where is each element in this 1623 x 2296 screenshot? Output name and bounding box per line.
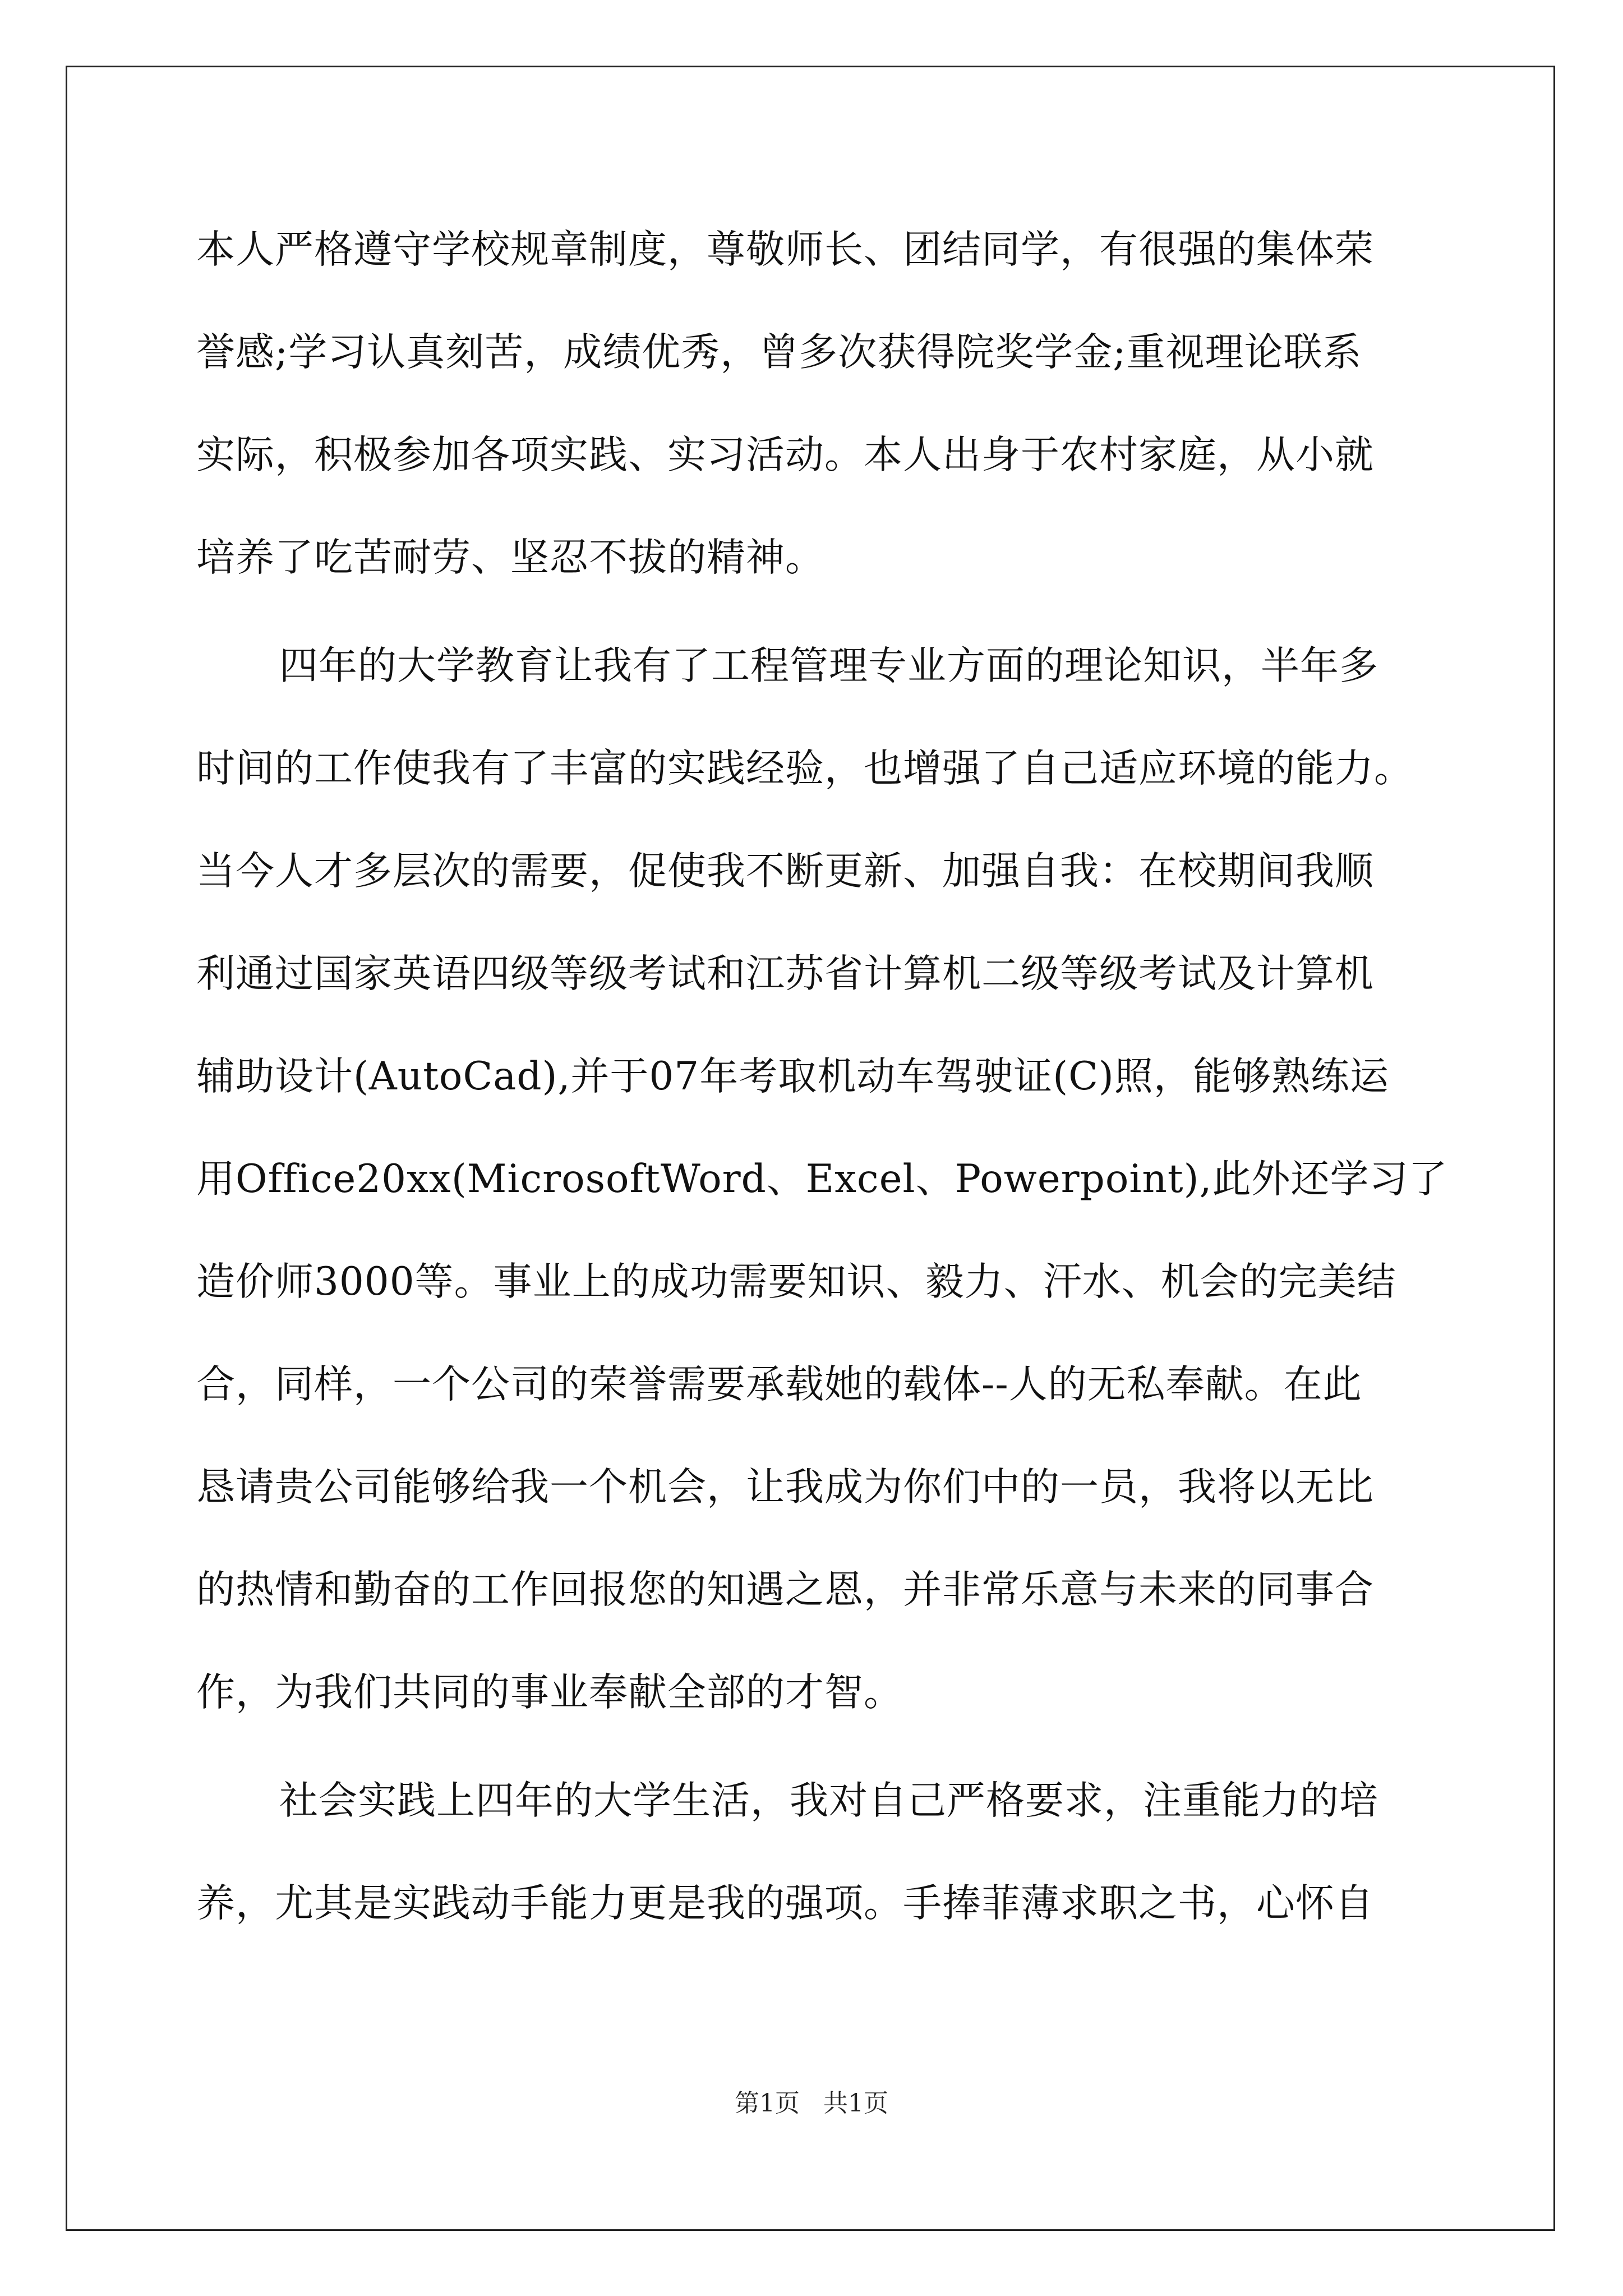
paragraph-start-line: 四年的大学教育让我有了工程管理专业方面的理论知识，半年多 [279, 643, 1378, 688]
paragraph-start-line: 社会实践上四年的大学生活，我对自己严格要求，注重能力的培 [279, 1778, 1378, 1823]
text-line: 养，尤其是实践动手能力更是我的强项。手捧菲薄求职之书，心怀自 [196, 1881, 1374, 1926]
text-line: 作，为我们共同的事业奉献全部的才智。 [196, 1670, 903, 1715]
text-line: 时间的工作使我有了丰富的实践经验，也增强了自己适应环境的能力。 [196, 746, 1413, 791]
text-line: 当今人才多层次的需要，促使我不断更新、加强自我：在校期间我顺 [196, 849, 1374, 894]
text-line: 用Office20xx(MicrosoftWord、Excel、Powerpoint),此外还学习了 [196, 1157, 1448, 1202]
text-line: 实际，积极参加各项实践、实习活动。本人出身于农村家庭，从小就 [196, 432, 1374, 477]
document-body [196, 216, 1448, 1972]
text-line: 培养了吃苦耐劳、坚忍不拔的精神。 [196, 535, 824, 580]
text-line: 誉感;学习认真刻苦，成绩优秀，曾多次获得院奖学金;重视理论联系 [196, 330, 1362, 375]
text-line: 的热情和勤奋的工作回报您的知遇之恩，并非常乐意与未来的同事合 [196, 1567, 1374, 1612]
text-line: 利通过国家英语四级等级考试和江苏省计算机二级等级考试及计算机 [196, 951, 1374, 996]
page-footer: 第1页 共1页 [735, 2089, 888, 2118]
text-line: 本人严格遵守学校规章制度，尊敬师长、团结同学，有很强的集体荣 [196, 227, 1374, 272]
text-line: 合，同样，一个公司的荣誉需要承载她的载体--人的无私奉献。在此 [196, 1362, 1362, 1407]
text-line: 造价师3000等。事业上的成功需要知识、毅力、汗水、机会的完美结 [196, 1259, 1396, 1304]
text-line: 辅助设计(AutoCad),并于07年考取机动车驾驶证(C)照，能够熟练运 [196, 1054, 1389, 1099]
text-line: 恳请贵公司能够给我一个机会，让我成为你们中的一员，我将以无比 [196, 1465, 1374, 1510]
